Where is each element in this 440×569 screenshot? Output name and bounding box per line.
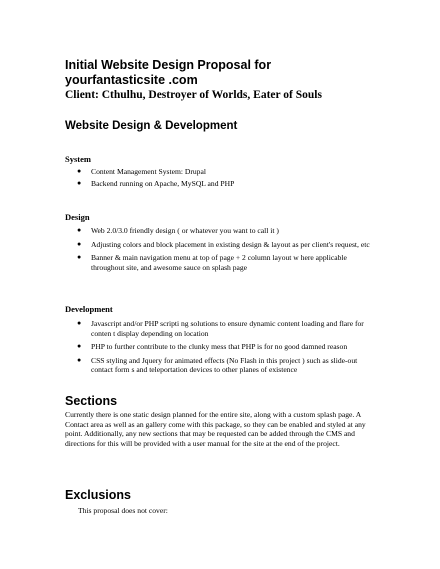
- design-dev-heading: Website Design & Development: [65, 120, 238, 132]
- exclusions-body: This proposal does not cover:: [78, 506, 168, 515]
- list-item-text: Web 2.0/3.0 friendly design ( or whatever you want to call it ): [91, 226, 279, 235]
- list-item-text: Content Management System: Drupal: [91, 167, 206, 176]
- list-item-text: Javascript and/or PHP scripti ng solutions to ensure dynamic content loading and flare for conten t display depending on location: [91, 319, 364, 338]
- design-list: [65, 226, 380, 272]
- design-dev-heading-block: [65, 119, 380, 133]
- system-section: [65, 154, 380, 188]
- design-section: [65, 212, 380, 272]
- bullet-icon: ●: [77, 342, 82, 351]
- bullet-icon: ●: [77, 226, 82, 234]
- list-item: [65, 167, 380, 177]
- development-section: [65, 304, 380, 375]
- sections-section: [65, 394, 380, 448]
- list-item: [65, 179, 380, 189]
- bullet-icon: ●: [77, 355, 82, 364]
- design-heading: Design: [65, 212, 90, 222]
- list-item-text: PHP to further contribute to the clunky mess that PHP is for no good damned reason: [91, 342, 348, 352]
- development-heading: Development: [65, 304, 113, 314]
- sections-body: Currently there is one static design planned for the entire site, along with a custom splash page. A Contact area as well as an gallery come with this package, so they can be enabled and styled at any point. Additionally, any new sections that may be requested can be added through the CMS and directions for this will be provided with a user manual for the site at the end of the project.: [65, 410, 366, 448]
- bullet-icon: ●: [77, 167, 82, 175]
- exclusions-heading: Exclusions: [65, 488, 131, 502]
- document-header: [65, 58, 380, 102]
- list-item: [65, 240, 380, 250]
- bullet-icon: ●: [77, 253, 82, 262]
- sections-heading: Sections: [65, 394, 118, 408]
- list-item-text: CSS styling and Jquery for animated effects (No Flash in this project ) such as slide-out contact form s and teleportation devices to other planes of existence: [91, 355, 358, 375]
- list-item: [65, 356, 380, 375]
- list-item-text: Adjusting colors and block placement in existing design & layout as per client's request, etc: [91, 239, 370, 249]
- document-title-line-2: yourfantasticsite .com: [65, 73, 198, 87]
- list-item: [65, 253, 380, 272]
- system-list: [65, 167, 380, 188]
- development-list: [65, 319, 380, 375]
- exclusions-section: [65, 488, 380, 516]
- list-item-text: Backend running on Apache, MySQL and PHP: [91, 178, 235, 188]
- list-item: [65, 319, 380, 338]
- list-item-text: Banner & main navigation menu at top of page + 2 column layout w here applicable throughout site, and awesome sauce on splash page: [91, 253, 347, 272]
- list-item: [65, 342, 380, 352]
- client-line: Client: Cthulhu, Destroyer of Worlds, Eater of Souls: [65, 89, 322, 101]
- document-title-line-1: Initial Website Design Proposal for: [65, 58, 272, 72]
- list-item: [65, 226, 380, 236]
- system-heading: System: [65, 154, 91, 164]
- bullet-icon: ●: [77, 239, 82, 248]
- bullet-icon: ●: [77, 319, 82, 327]
- bullet-icon: ●: [77, 178, 82, 187]
